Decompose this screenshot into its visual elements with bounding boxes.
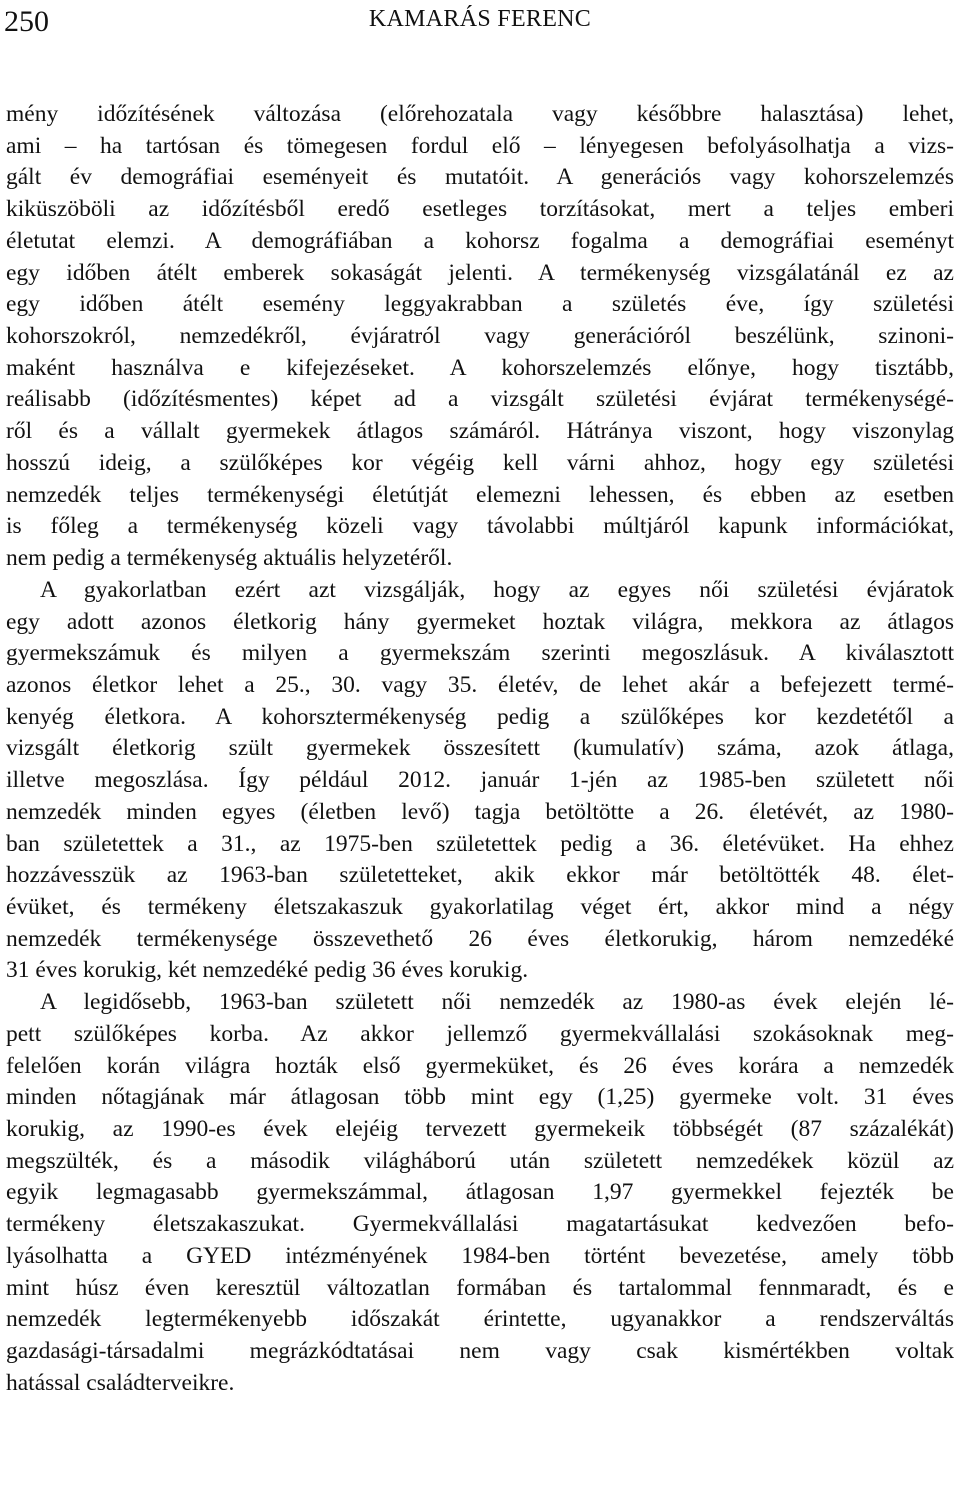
- text-line: nemzedék minden egyes (életben levő) tagja betöltötte a 26. életévét, az 1980-: [6, 798, 954, 825]
- paragraph-end-line: nem pedig a termékenység aktuális helyzetéről.: [6, 545, 453, 572]
- text-line: gált év demográfiai eseményeit és mutatóit. A generációs vagy kohorszelemzés: [6, 164, 954, 191]
- running-head: [4, 2, 956, 42]
- text-line: nemzedék termékenysége összevethető 26 éves életkorukig, három nemzedéké: [6, 925, 954, 952]
- text-line: hozzávesszük az 1963-ban születetteket, akik ekkor már betöltötték 48. élet-: [6, 862, 954, 889]
- text-line: egy időben átélt esemény leggyakrabban a születés éve, így születési: [6, 291, 954, 318]
- text-line: hosszú ideig, a szülőképes kor végéig kell várni ahhoz, hogy egy születési: [6, 449, 954, 476]
- text-line: egy időben átélt emberek sokaságát jelenti. A termékenység vizsgálatánál ez az: [6, 259, 954, 286]
- text-line: kenyég életkora. A kohorsztermékenység pedig a szülőképes kor kezdetétől a: [6, 703, 954, 730]
- text-line: kiküszöböli az időzítésből eredő esetleges torzításokat, mert a teljes emberi: [6, 196, 954, 223]
- text-line: minden nőtagjának már átlagosan több mint egy (1,25) gyermeke volt. 31 éves: [6, 1084, 954, 1111]
- text-line: azonos életkor lehet a 25., 30. vagy 35. életév, de lehet akár a befejezett termé-: [6, 671, 954, 698]
- running-head-author: KAMARÁS FERENC: [368, 6, 592, 32]
- text-line: is főleg a termékenység közeli vagy távolabbi múltjáról kapunk információkat,: [6, 513, 954, 540]
- text-line: egy adott azonos életkorig hány gyermeket hoztak világra, mekkora az átlagos: [6, 608, 954, 635]
- body-text: [6, 99, 954, 1399]
- text-line: nemzedék legtermékenyebb időszakát érintette, ugyanakkor a rendszerváltás: [6, 1306, 954, 1333]
- text-line: lyásolhatta a GYED intézményének 1984-ben történt bevezetése, amely több: [6, 1242, 954, 1269]
- paragraph-end-line: hatással családterveikre.: [6, 1369, 235, 1396]
- text-line: megszülték, és a második világháború után született nemzedékek közül az: [6, 1147, 954, 1174]
- text-line: termékeny életszakaszukat. Gyermekvállalási magatartásukat kedvezően befo-: [6, 1211, 954, 1238]
- text-line: egyik legmagasabb gyermekszámmal, átlagosan 1,97 gyermekkel fejezték be: [6, 1179, 954, 1206]
- text-line: ami – ha tartósan és tömegesen fordul elő – lényegesen befolyásolhatja a vizs-: [6, 132, 954, 159]
- text-line: illetve megoszlása. Így például 2012. január 1-jén az 1985-ben született női: [6, 767, 954, 794]
- page-number: 250: [4, 5, 49, 38]
- text-line: korukig, az 1990-es évek elejéig tervezett gyermekeik többségét (87 százalékát): [6, 1116, 954, 1142]
- text-line: kohorszokról, nemzedékről, évjáratról vagy generációról beszélünk, szinoni-: [6, 323, 954, 350]
- text-line: nemzedék teljes termékenységi életútját elemezni lehessen, és ebben az esetben: [6, 481, 954, 508]
- text-line: mény időzítésének változása (előrehozatala vagy későbbre halasztása) lehet,: [6, 101, 954, 127]
- text-line: ről és a vállalt gyermekek átlagos számáról. Hátránya viszont, hogy viszonylag: [6, 418, 954, 445]
- text-line: évüket, és termékeny életszakaszuk gyakorlatilag véget ért, akkor mind a négy: [6, 893, 954, 920]
- text-line: reálisabb (időzítésmentes) képet ad a vizsgált születési évjárat termékenységé-: [6, 386, 954, 413]
- paragraph-first-line: A gyakorlatban ezért azt vizsgálják, hogy az egyes női születési évjáratok: [40, 576, 954, 603]
- text-line: mint húsz éven keresztül változatlan formában és tartalommal fennmaradt, és e: [6, 1274, 954, 1301]
- text-line: felelően korán világra hozták első gyermeküket, és 26 éves korára a nemzedék: [6, 1052, 954, 1079]
- text-line: ban születettek a 31., az 1975-ben születettek pedig a 36. életévüket. Ha ehhez: [6, 830, 954, 857]
- text-line: maként használva e kifejezéseket. A kohorszelemzés előnye, hogy tisztább,: [6, 354, 954, 381]
- text-line: gyermekszámuk és milyen a gyermekszám szerinti megoszlásuk. A kiválasztott: [6, 640, 954, 667]
- text-line: gazdasági-társadalmi megrázkódtatásai nem vagy csak kismértékben voltak: [6, 1338, 954, 1365]
- text-line: pett szülőképes korba. Az akkor jellemző gyermekvállalási szokásoknak meg-: [6, 1020, 954, 1047]
- text-line: életutat elemzi. A demográfiában a kohorsz fogalma a demográfiai eseményt: [6, 227, 954, 254]
- paragraph-first-line: A legidősebb, 1963-ban született női nemzedék az 1980-as évek elején lé-: [40, 989, 954, 1016]
- paragraph-end-line: 31 éves korukig, két nemzedéké pedig 36 éves korukig.: [6, 957, 529, 984]
- text-line: vizsgált életkorig szült gyermekek összesített (kumulatív) száma, azok átlaga,: [6, 735, 954, 762]
